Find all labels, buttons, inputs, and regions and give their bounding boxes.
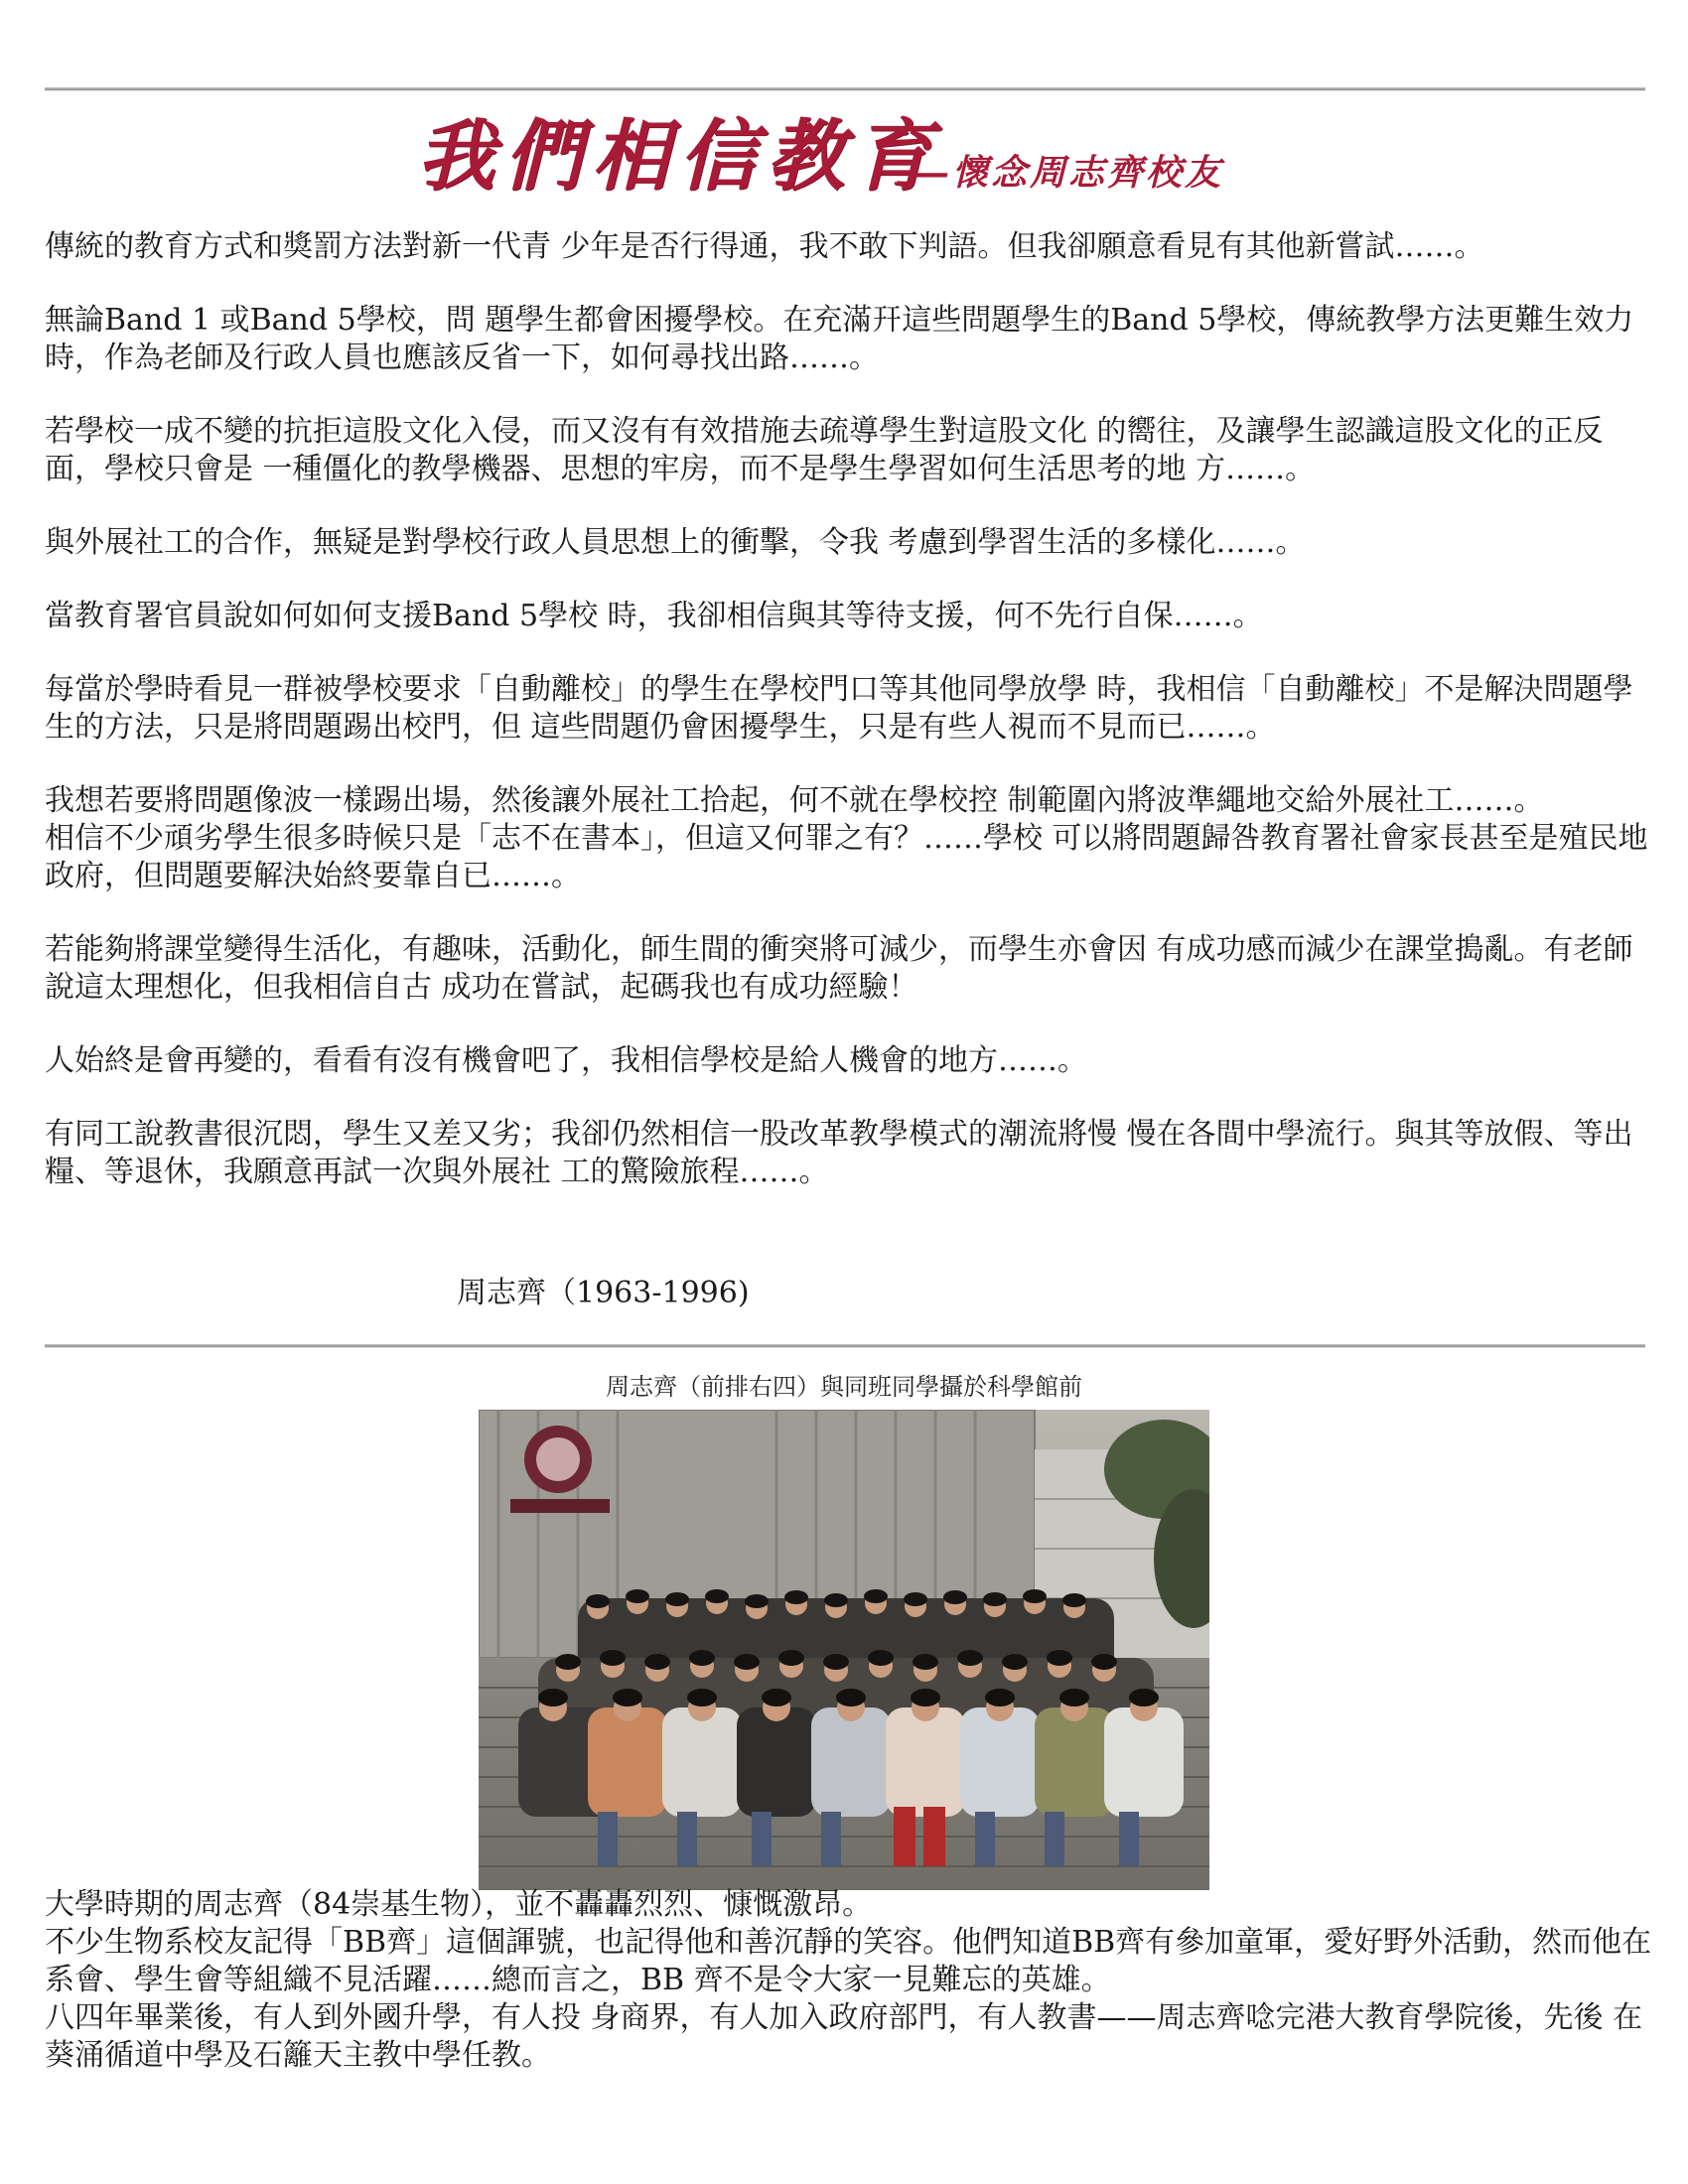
article-body xyxy=(45,228,1653,1227)
biography-text xyxy=(45,1886,1653,2075)
top-divider xyxy=(45,87,1645,91)
photo-caption: 周志齊（前排右四）與同班同學攝於科學館前 xyxy=(606,1373,1082,1401)
article-title: 我們相信教育 xyxy=(417,112,942,202)
paragraph: 有同工說教書很沉悶，學生又差又劣；我卻仍然相信一股改革教學模式的潮流將慢 慢在各間中學流行。與其等放假、等出糧、等退休，我願意再試一次與外展社 工的驚險旅程……。 xyxy=(45,1117,1633,1189)
class-group-photo xyxy=(479,1410,1209,1890)
paragraph: 若學校一成不變的抗拒這股文化入侵，而又沒有有效措施去疏導學生對這股文化 的嚮往，及讓學生認識這股文化的正反面，學校只會是 一種僵化的教學機器、思想的牢房，而不是學生學習如何生活思考的地 方……。 xyxy=(45,414,1604,486)
article-subtitle: —懷念周志齊校友 xyxy=(914,152,1224,194)
paragraph: 人始終是會再變的，看看有沒有機會吧了，我相信學校是給人機會的地方……。 xyxy=(45,1043,1087,1078)
middle-divider xyxy=(45,1344,1645,1348)
paragraph: 當教育署官員說如何如何支援Band 5學校 時，我卻相信與其等待支援，何不先行自保……。 xyxy=(45,599,1263,633)
paragraph: 傳統的教育方式和獎罰方法對新一代青 少年是否行得通，我不敢下判語。但我卻願意看見有其他新嘗試……。 xyxy=(45,229,1484,264)
biography-paragraph: 大學時期的周志齊（84崇基生物），並不轟轟烈烈、慷慨激昂。 xyxy=(45,1887,873,1922)
biography-paragraph: 不少生物系校友記得「BB齊」這個諢號，也記得他和善沉靜的笑容。他們知道BB齊有參加童軍，愛好野外活動，然而他在系會、學生會等組織不見活躍……總而言之，BB 齊不是令大家一見難忘的英雄。 xyxy=(45,1925,1652,1997)
article-header xyxy=(417,107,1291,206)
paragraph: 相信不少頑劣學生很多時候只是「志不在書本」，但這又何罪之有？……學校 可以將問題歸咎教育署社會家長甚至是殖民地政府，但問題要解決始終要靠自已……。 xyxy=(45,821,1648,893)
paragraph: 無論Band 1 或Band 5學校，問 題學生都會困擾學校。在充滿幵這些問題學生的Band 5學校，傳統教學方法更難生效力時，作為老師及行政人員也應該反省一下，如何尋找出路……。 xyxy=(45,303,1634,375)
author-signature: 周志齊（1963-1996) xyxy=(457,1276,750,1310)
group-photo-illustration xyxy=(479,1410,1209,1890)
biography-paragraph: 八四年畢業後，有人到外國升學，有人投 身商界，有人加入政府部門，有人教書——周志齊唸完港大教育學院後，先後 在葵涌循道中學及石籬天主教中學任教。 xyxy=(45,2000,1643,2073)
paragraph: 每當於學時看見一群被學校要求「自動離校」的學生在學校門口等其他同學放學 時，我相信「自動離校」不是解決問題學生的方法，只是將問題踢出校門，但 這些問題仍會困擾學生，只是有些人視而不見而已……。 xyxy=(45,672,1633,745)
paragraph: 與外展社工的合作，無疑是對學校行政人員思想上的衝擊，令我 考慮到學習生活的多樣化……。 xyxy=(45,525,1306,560)
paragraph: 若能夠將課堂變得生活化，有趣味，活動化，師生間的衝突將可減少，而學生亦會因 有成功感而減少在課堂搗亂。有老師說這太理想化，但我相信自古 成功在嘗試，起碼我也有成功經驗！ xyxy=(45,932,1633,1005)
paragraph: 我想若要將問題像波一樣踢出場，然後讓外展社工拾起，何不就在學校控 制範圍內將波準繩地交給外展社工……。 xyxy=(45,783,1544,818)
